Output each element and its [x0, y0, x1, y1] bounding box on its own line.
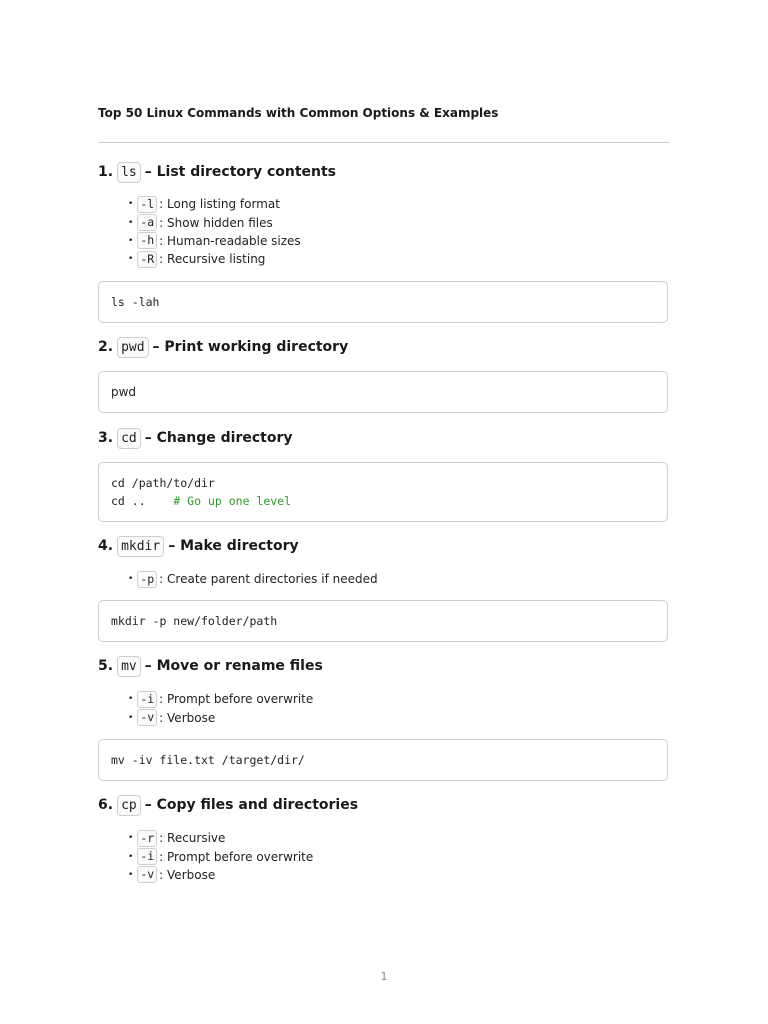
bullet-icon: • — [128, 199, 134, 210]
options-list-mkdir — [128, 570, 378, 588]
code-block-ls — [98, 281, 668, 323]
section-number: 4. — [98, 538, 114, 554]
section-heading-cd — [98, 427, 293, 449]
section-description: – Copy files and directories — [144, 797, 359, 813]
option-description: : Verbose — [159, 710, 216, 725]
code-line: mkdir -p new/folder/path — [111, 614, 278, 628]
option-description: : Create parent directories if needed — [159, 572, 378, 587]
option-description: : Prompt before overwrite — [159, 692, 314, 707]
option-flag: -a — [137, 214, 157, 231]
section-number: 1. — [98, 164, 114, 180]
command-name: ls — [117, 162, 141, 183]
option-item — [128, 195, 301, 213]
option-flag: -h — [137, 232, 157, 249]
option-item — [128, 690, 313, 708]
option-item — [128, 570, 378, 588]
option-item — [128, 866, 313, 884]
code-block-pwd — [98, 371, 668, 413]
section-description: – Make directory — [168, 538, 299, 554]
code-block-mkdir — [98, 600, 668, 642]
option-flag: -v — [137, 866, 157, 883]
bullet-icon: • — [128, 254, 134, 265]
page-number: 1 — [380, 970, 388, 983]
option-flag: -p — [137, 571, 157, 588]
option-flag: -R — [137, 251, 157, 268]
code-line — [111, 492, 655, 510]
section-description: – Change directory — [144, 430, 293, 446]
bullet-icon: • — [128, 217, 134, 228]
bullet-icon: • — [128, 694, 134, 705]
command-name: pwd — [117, 337, 148, 358]
section-number: 6. — [98, 797, 114, 813]
bullet-icon: • — [128, 869, 134, 880]
code-line: mv -iv file.txt /target/dir/ — [111, 753, 305, 767]
section-number: 5. — [98, 658, 114, 674]
option-item — [128, 213, 301, 231]
option-flag: -i — [137, 691, 157, 708]
section-description: – List directory contents — [144, 164, 337, 180]
bullet-icon: • — [128, 833, 134, 844]
option-flag: -i — [137, 848, 157, 865]
option-description: : Verbose — [159, 867, 216, 882]
options-list-cp — [128, 829, 313, 884]
option-flag: -r — [137, 830, 157, 847]
option-description: : Prompt before overwrite — [159, 849, 314, 864]
option-description: : Recursive listing — [159, 252, 266, 267]
code-block-mv — [98, 739, 668, 781]
bullet-icon: • — [128, 712, 134, 723]
code-comment: # Go up one level — [173, 494, 292, 508]
section-heading-mkdir — [98, 535, 299, 557]
options-list-mv — [128, 690, 313, 727]
option-item — [128, 847, 313, 865]
command-name: cp — [117, 795, 141, 816]
option-description: : Human-readable sizes — [159, 233, 301, 248]
document-title: Top 50 Linux Commands with Common Options & Examples — [98, 106, 499, 120]
section-heading-ls — [98, 161, 336, 183]
section-heading-cp — [98, 794, 358, 816]
option-item — [128, 232, 301, 250]
code-line: ls -lah — [111, 295, 160, 309]
command-name: mv — [117, 656, 141, 677]
option-description: : Recursive — [159, 831, 226, 846]
bullet-icon: • — [128, 851, 134, 862]
section-number: 2. — [98, 339, 114, 355]
code-line: cd /path/to/dir — [111, 476, 215, 490]
code-block-cd — [98, 462, 668, 522]
code-command: cd .. — [111, 494, 146, 508]
bullet-icon: • — [128, 235, 134, 246]
section-description: – Move or rename files — [144, 658, 323, 674]
section-number: 3. — [98, 430, 114, 446]
bullet-icon: • — [128, 574, 134, 585]
command-name: mkdir — [117, 536, 164, 557]
options-list-ls — [128, 195, 301, 269]
option-item — [128, 829, 313, 847]
option-item — [128, 250, 301, 268]
section-description: – Print working directory — [152, 339, 349, 355]
code-line: pwd — [111, 385, 137, 399]
section-heading-pwd — [98, 336, 348, 358]
option-description: : Long listing format — [159, 197, 280, 212]
command-name: cd — [117, 428, 141, 449]
option-flag: -v — [137, 709, 157, 726]
option-item — [128, 708, 313, 726]
title-divider — [98, 142, 670, 143]
option-flag: -l — [137, 196, 157, 213]
option-description: : Show hidden files — [159, 215, 273, 230]
section-heading-mv — [98, 655, 323, 677]
